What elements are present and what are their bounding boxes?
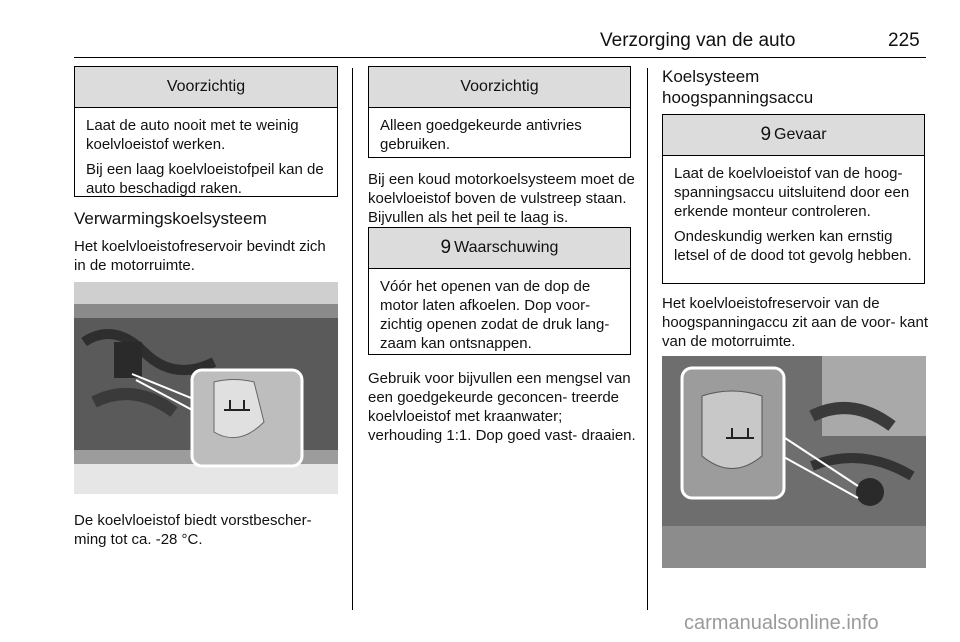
frost-protection-paragraph: De koelvloeistof biedt vorstbescher- ming tot ca. -28 °C.: [74, 512, 312, 548]
column-divider-2: [647, 68, 648, 610]
reservoir-cap-shape: [856, 478, 884, 506]
warning-box-body: [369, 269, 630, 367]
fill-level-paragraph: Bij een koud motorkoelsysteem moet de koelvloeistof boven de vulstreep staan. Bijvullen als het peil te laag is.: [368, 171, 635, 226]
warning-title-text: Waarschuwing: [454, 239, 559, 256]
hv-engine-bay-illustration: [662, 356, 926, 568]
hv-reservoir-location-paragraph: Het koelvloeistofreservoir van de hoogspanningaccu zit aan de voor- kant van de motorruimte.: [662, 295, 929, 350]
coolant-reservoir-photo-1: [74, 282, 338, 494]
warning-text: Vóór het openen van de dop de motor laten afkoelen. Dop voor- zichtig openen zodat de druk lang- zaam kan ontsnappen.: [380, 278, 610, 352]
danger-box: [662, 114, 925, 284]
warning-triangle-icon: 9: [440, 237, 452, 258]
caution-box-body: [75, 108, 337, 212]
mixture-paragraph: Gebruik voor bijvullen een mengsel van een goedgekeurde geconcen- treerde koelvloeistof met kraanwater; verhouding 1:1. Dop goed vast- draaien.: [368, 370, 636, 444]
danger-box-body: [663, 156, 924, 279]
footer-watermark: carmanualsonline.info: [684, 612, 879, 634]
reservoir-cap-shape: [114, 342, 142, 378]
caution-text-2: Bij een laag koelvloeistofpeil kan de auto beschadigd raken.: [86, 161, 324, 197]
running-header-title: Verzorging van de auto: [600, 30, 796, 51]
caution-box-title: Voorzichtig: [75, 67, 337, 108]
coolant-reservoir-photo-2: [662, 356, 926, 568]
intro-paragraph: Het koelvloeistofreservoir bevindt zich in de motorruimte.: [74, 238, 326, 274]
warning-box: [368, 227, 631, 355]
warning-box-title: [369, 228, 630, 269]
caution-box-1: [74, 66, 338, 197]
caution-box-body: [369, 108, 630, 168]
header-rule: [74, 57, 926, 58]
column-divider-1: [352, 68, 353, 610]
engine-bay-illustration: [74, 282, 338, 494]
danger-title-text: Gevaar: [774, 126, 827, 143]
page-number: 225: [888, 30, 920, 51]
caution-box-2: [368, 66, 631, 158]
section-heading-hv-battery-cooling-line2: hoogspanningsaccu: [662, 88, 814, 107]
section-heading-heating-cooling: Verwarmingskoelsysteem: [74, 209, 267, 228]
caution-text: Alleen goedgekeurde antivries gebruiken.: [380, 117, 582, 153]
danger-text-2: Ondeskundig werken kan ernstig letsel of de dood tot gevolg hebben.: [674, 228, 912, 264]
danger-box-title: [663, 115, 924, 156]
caution-box-title: Voorzichtig: [369, 67, 630, 108]
warning-triangle-icon: 9: [760, 124, 772, 145]
danger-text-1: Laat de koelvloeistof van de hoog- spanningsaccu uitsluitend door een erkende monteur controleren.: [674, 165, 910, 220]
caution-text-1: Laat de auto nooit met te weinig koelvloeistof werken.: [86, 117, 299, 153]
section-heading-hv-battery-cooling-line1: Koelsysteem: [662, 67, 760, 86]
